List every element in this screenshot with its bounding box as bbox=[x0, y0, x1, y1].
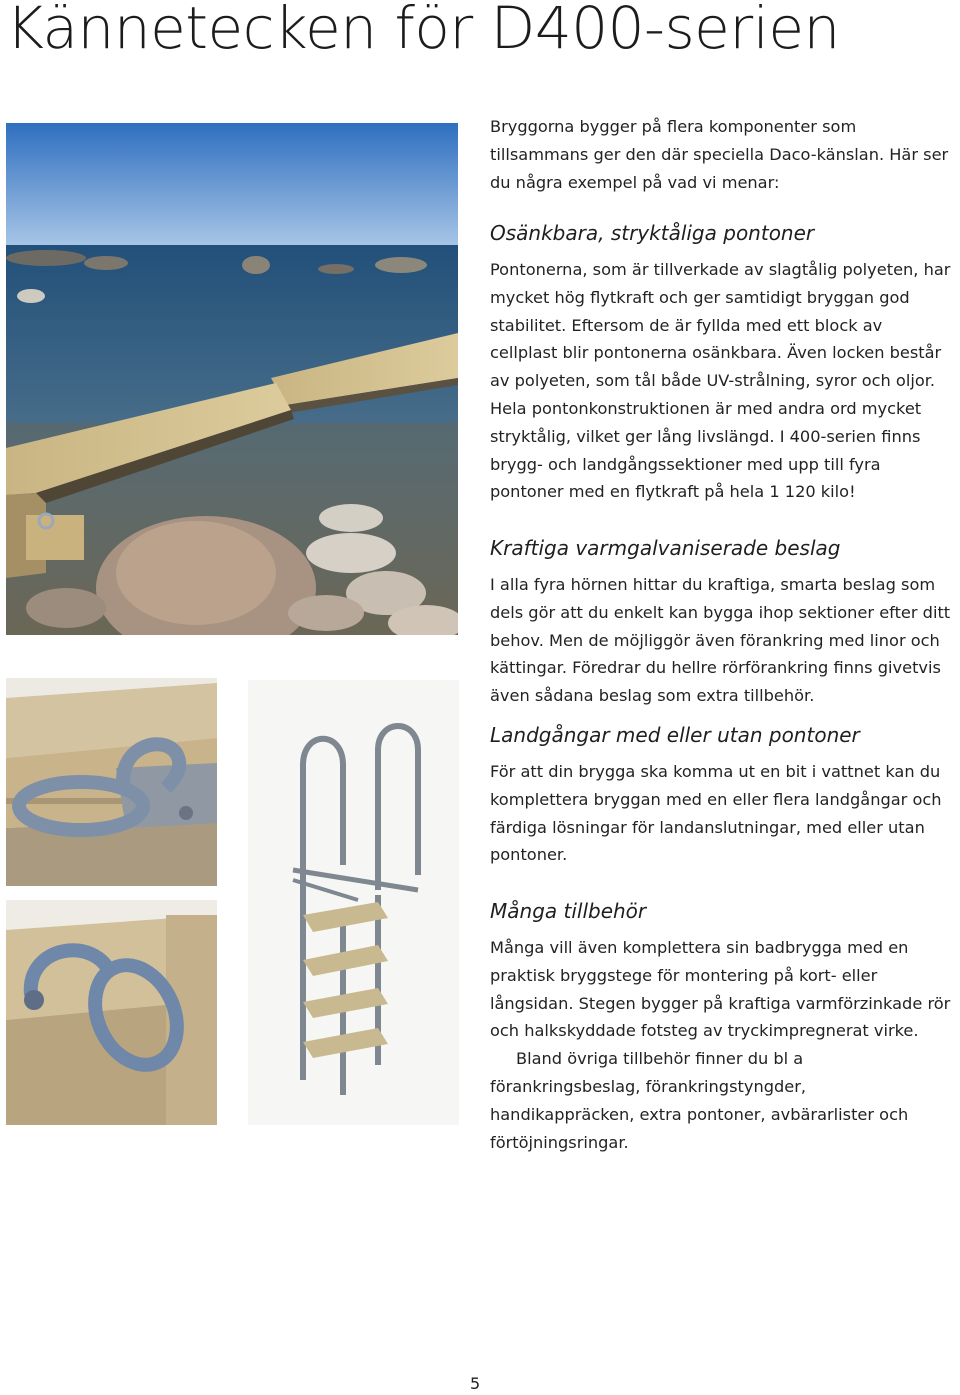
dock-photo bbox=[6, 123, 458, 635]
section-gangways bbox=[490, 721, 952, 869]
section-body-accessories: Många vill även komplettera sin badbrygga med en praktisk bryggstege för montering på kort- eller långsidan. Stegen bygger på kraftiga varmförzinkade rör och halkskyddade fotsteg av tryckimpregnerat virke. bbox=[490, 938, 951, 1041]
intro-text-block bbox=[490, 113, 952, 196]
section-heading-fittings: Kraftiga varmgalvaniserade beslag bbox=[490, 536, 841, 560]
page-number: 5 bbox=[470, 1374, 481, 1393]
section-heading-pontoons: Osänkbara, stryktåliga pontoner bbox=[490, 221, 815, 245]
section-body-accessories-2: Bland övriga tillbehör finner du bl a förankringsbeslag, förankringstyngder, handikappräcken, extra pontoner, avbärarlister och förtöjningsringar. bbox=[490, 1049, 909, 1152]
ladder-photo bbox=[248, 680, 459, 1125]
section-body-pontoons: Pontonerna, som är tillverkade av slagtålig polyeten, har mycket hög flytkraft och ger samtidigt bryggan god stabilitet. Eftersom de är fyllda med ett block av cellplast blir pontonerna osänkbara. Även locken består av polyeten, som tål både UV-strålning, syror och oljor. Hela pontonkonstruktionen är med andra ord mycket stryktålig, vilket ger lång livslängd. I 400-serien finns brygg- och landgångssektioner med upp till fyra pontoner med en flytkraft på hela 1 120 kilo! bbox=[490, 260, 951, 502]
section-fittings bbox=[490, 534, 952, 710]
section-heading-accessories: Många tillbehör bbox=[490, 899, 647, 923]
section-body-fittings: I alla fyra hörnen hittar du kraftiga, smarta beslag som dels gör att du enkelt kan bygga ihop sektioner efter ditt behov. Men de möjliggör även förankring med linor och kättingar. Föredrar du hellre rörförankring finns givetvis även sådana beslag som extra tillbehör. bbox=[490, 575, 951, 706]
section-pontoons bbox=[490, 219, 952, 506]
section-accessories bbox=[490, 897, 952, 1156]
intro-paragraph: Bryggorna bygger på flera komponenter som tillsammans ger den där speciella Daco-känslan. Här ser du några exempel på vad vi menar: bbox=[490, 117, 949, 192]
section-body-gangways: För att din brygga ska komma ut en bit i vattnet kan du komplettera bryggan med en eller flera landgångar och färdiga lösningar för landanslutningar, med eller utan pontoner. bbox=[490, 762, 942, 865]
section-heading-gangways: Landgångar med eller utan pontoner bbox=[490, 723, 860, 747]
page-title: Kännetecken för D400-serien bbox=[6, 0, 840, 62]
ring-fitting-photo-1 bbox=[6, 678, 217, 886]
ring-fitting-photo-2 bbox=[6, 900, 217, 1125]
